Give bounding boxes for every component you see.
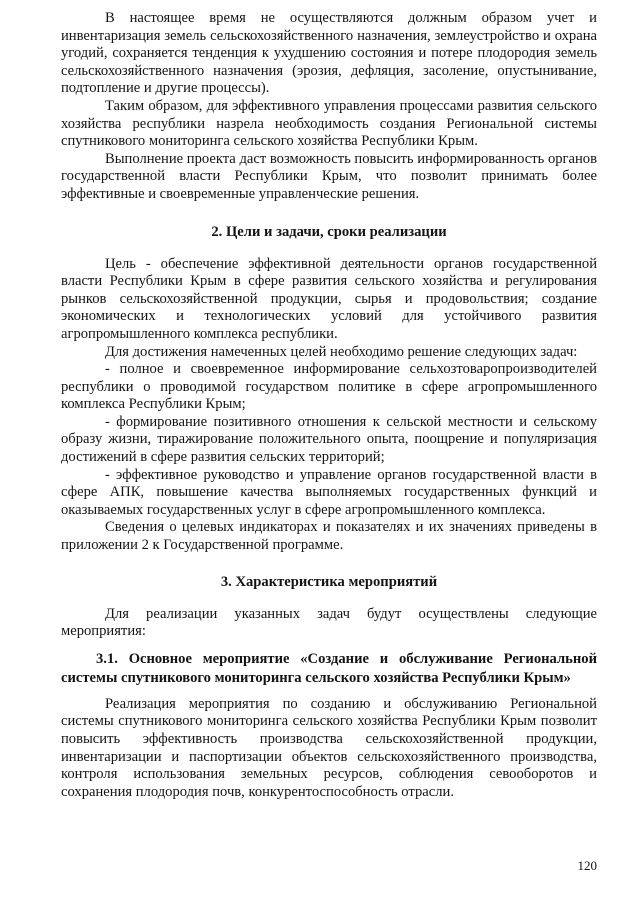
section-2-task-3: - эффективное руководство и управление органов государственной власти в сфере АПК, повышение качества выполняемых государственных функций и оказываемых государственных услуг в сфере агропромышленного комплекса. <box>61 466 597 518</box>
intro-paragraph-1: В настоящее время не осуществляются должным образом учет и инвентаризация земель сельскохозяйственного назначения, землеустройство и охрана угодий, сохраняется тенденция к ухудшению состояния и потере плодородия земель сельскохозяйственного назначения (эрозия, дефляция, засоление, опустынивание, подтопление и другие процессы). <box>61 10 597 97</box>
section-2-task-1: - полное и своевременное информирование сельхозтоваропроизводителей республики о проводимой государством политике в сфере агропромышленного комплекса Республики Крым; <box>61 361 597 413</box>
intro-paragraph-3: Выполнение проекта даст возможность повысить информированность органов государственной власти Республики Крым, что позволит принимать более эффективные и своевременные управленческие решения. <box>61 150 597 202</box>
section-3-heading: 3. Характеристика мероприятий <box>220 573 438 590</box>
intro-paragraph-2: Таким образом, для эффективного управления процессами развития сельского хозяйства республики назрела необходимость создания Региональной системы спутникового мониторинга сельского хозяйства Республики Крым. <box>61 97 597 150</box>
section-3-intro: Для реализации указанных задач будут осуществлены следующие мероприятия: <box>61 605 597 640</box>
section-2-paragraph-goal: Цель - обеспечение эффективной деятельности органов государственной власти Республики Крым в сфере развития сельского хозяйства и регулирования рынков сельскохозяйственной продукции, сырья и продовольствия; создание экономических и технологических условий для устойчивого развития агропромышленного комплекса республики. <box>61 255 597 342</box>
subsection-3-1-heading: 3.1. Основное мероприятие «Создание и обслуживание Региональной системы спутникового мониторинга сельского хозяйства Республики Крым» <box>61 650 597 686</box>
section-2-task-2: - формирование позитивного отношения к сельской местности и сельскому образу жизни, тиражирование положительного опыта, поощрение и популяризация достижений в сфере развития сельских территорий; <box>61 413 597 466</box>
section-2-paragraph-indicators: Сведения о целевых индикаторах и показателях и их значениях приведены в приложении 2 к Государственной программе. <box>61 519 597 554</box>
document-page <box>61 10 597 801</box>
subsection-3-1-paragraph: Реализация мероприятия по созданию и обслуживанию Региональной системы спутникового мониторинга сельского хозяйства Республики Крым позволит повысить эффективность производства сельскохозяйственной продукции, инвентаризации и паспортизации объектов сельскохозяйственного производства, контроля использования земельных ресурсов, соблюдения севооборотов и сохранения плодородия почв, конкурентоспособность отрасли. <box>61 695 597 800</box>
section-2-paragraph-tasks: Для достижения намеченных целей необходимо решение следующих задач: <box>105 343 578 360</box>
section-2-heading: 2. Цели и задачи, сроки реализации <box>211 223 447 240</box>
page-number: 120 <box>577 858 597 873</box>
